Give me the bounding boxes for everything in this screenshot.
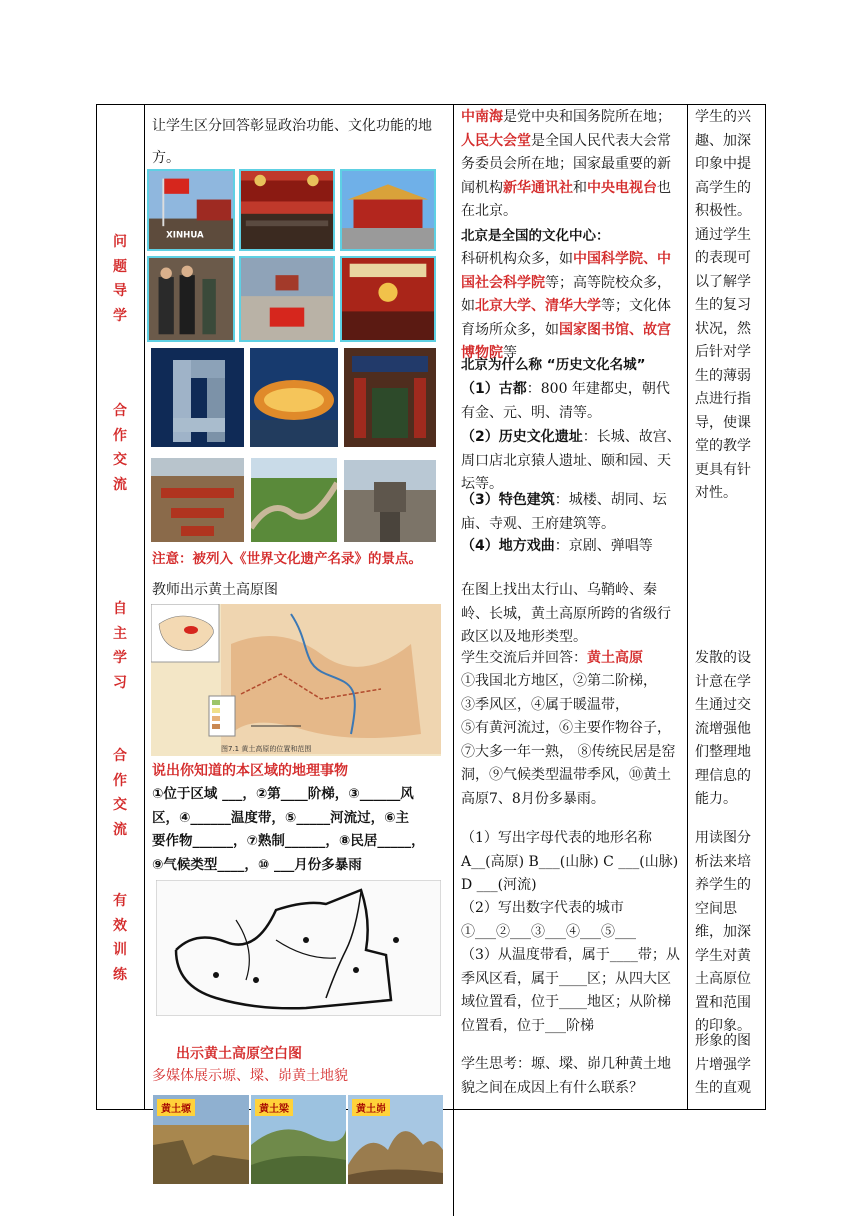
- photo-loess-liang: [251, 1095, 346, 1184]
- photo-tiananmen-square-aerial: [239, 256, 335, 342]
- side-label-problem-guide: 问 题 导 学: [113, 234, 127, 324]
- blank-line: 区，④______温度带，⑤_____河流过，⑥主: [152, 809, 410, 826]
- highlight-text: 中央电视台: [587, 179, 657, 196]
- history-item: （4）地方戏曲：京剧、弹唱等: [461, 538, 653, 554]
- thinking-question: 学生思考：塬、墚、峁几种黄土地貌之间在成因上有什么联系？: [461, 1056, 671, 1096]
- landform-tag: 黄土梁: [255, 1099, 293, 1116]
- highlight-text: 中南海: [461, 109, 503, 125]
- blank-map-caption: 出示黄土高原空白图: [176, 1046, 302, 1062]
- body-text: 科研机构众多，如: [461, 251, 573, 267]
- photo-cctv-tower: [151, 348, 244, 447]
- media-caption: 多媒体展示塬、墚、峁黄土地貌: [152, 1068, 348, 1084]
- highlight-text: 新华通讯社: [503, 179, 573, 196]
- photo-peking-man-site: [344, 460, 436, 542]
- table-border-top: [96, 104, 766, 105]
- history-item: （2）历史文化遗址：长城、故宫、周口店北京猿人遗址、颐和园、天坛等。: [461, 429, 681, 492]
- history-item: （1）古都：800 年建都史，朝代有金、元、明、清等。: [461, 381, 670, 421]
- body-text: 和: [573, 179, 587, 196]
- body-text: 是全国人民代表大会常务委员会所在地；国家最重要的新闻机构: [461, 132, 671, 196]
- exercise-1: （1）写出字母代表的地形名称A__(高原) B___(山脉) C ___(山脉) D ___(河流): [461, 830, 679, 893]
- intro-text: 让学生区分回答彰显政治功能、文化功能的地方。: [152, 118, 432, 166]
- find-task-text: 在图上找出太行山、乌鞘岭、秦岭、长城，黄土高原所跨的省级行政区以及地形类型。: [461, 582, 671, 645]
- body-text: 是党中央和国务院所在地；: [503, 109, 671, 125]
- loess-blank-map: [156, 880, 441, 1016]
- highlight-text: 北京大学、清华大学: [475, 298, 601, 314]
- exercise-2: （2）写出数字代表的城市①___②___③___④___⑤___: [461, 900, 636, 940]
- body-text: 等；高等院校众多，如: [461, 274, 671, 314]
- photo-honor-guard: [147, 256, 235, 342]
- heritage-note: 注意：被列入《世界文化遗产名录》的景点。: [152, 551, 422, 567]
- history-item: （3）特色建筑：城楼、胡同、坛庙、寺观、王府建筑等。: [461, 492, 667, 532]
- photo-forbidden-city: [151, 458, 244, 542]
- table-divider-1: [144, 104, 145, 1110]
- geography-blanks: [152, 783, 452, 877]
- answer-lines: ①我国北方地区，②第二阶梯， ③季风区，④属于暖温带， ⑤有黄河流过，⑥主要作物谷子， ⑦大多一年一熟， ⑧传统民居是窑洞，⑨气候类型温带季风，⑩黄土高原7、8月份多暴雨。: [461, 673, 676, 807]
- landform-tag: 黄土峁: [352, 1099, 390, 1116]
- answer-lead: 学生交流后并回答：黄土高原: [461, 650, 643, 666]
- highlight-text: 中国科学院、中国社会科学院: [461, 251, 671, 291]
- photo-birds-nest: [250, 348, 338, 447]
- politics-paragraph: [461, 106, 683, 224]
- side-label-cooperation-1: 合 作 交 流: [113, 403, 127, 493]
- photo-great-wall: [251, 458, 337, 542]
- svg-text:XINHUA: XINHUA: [166, 230, 204, 241]
- design-intent-1: 学生的兴趣、加深印象中提高学生的积极性。通过学生的表现可以了解学生的复习状况，然后针对学生的薄弱点进行指导，使课堂的教学更具有针对性。: [695, 109, 751, 501]
- side-label-training: 有 效 训 练: [113, 893, 127, 983]
- photo-loess-yuan: [153, 1095, 249, 1184]
- photo-great-hall-interior: [239, 169, 335, 251]
- table-divider-3: [687, 104, 688, 1110]
- exercise-3: （3）从温度带看，属于____带；从季风区看，属于____区；从四大区域位置看，位于____地区；从阶梯位置看，位于___阶梯: [461, 947, 680, 1034]
- map-caption: 图7.1 黄土高原的位置和范围: [221, 745, 312, 753]
- culture-paragraph: [461, 248, 683, 366]
- landform-tag: 黄土塬: [157, 1099, 195, 1116]
- body-text: 等: [503, 345, 517, 361]
- photo-loess-mao: [348, 1095, 443, 1184]
- table-divider-2: [453, 104, 454, 1216]
- culture-center-title: 北京是全国的文化中心：: [461, 228, 610, 244]
- blank-line: ⑨气候类型____，⑩ ___月份多暴雨: [152, 856, 362, 873]
- design-intent-4: 形象的图片增强学生的直观: [695, 1033, 751, 1096]
- photo-congress-session: [340, 256, 436, 342]
- side-label-self-study: 自 主 学 习: [113, 601, 127, 691]
- photo-tiananmen-flag: [147, 169, 235, 251]
- photo-peking-university-gate: [344, 348, 436, 447]
- highlight-text: 人民大会堂: [461, 132, 531, 149]
- highlight-text: 国家图书馆、故宫博物院: [461, 321, 671, 361]
- geography-heading: 说出你知道的本区域的地理事物: [152, 763, 348, 779]
- design-intent-2: 发散的设计意在学生通过交流增强他们整理地理信息的能力。: [695, 650, 751, 807]
- body-text: 也在北京。: [461, 179, 671, 219]
- side-label-cooperation-2: 合 作 交 流: [113, 748, 127, 838]
- design-intent-3: 用读图分析法来培养学生的空间思维，加深学生对黄土高原位置和范围的印象。: [695, 830, 751, 1034]
- table-border-right: [765, 104, 766, 1110]
- history-title: 北京为什么称 “历史文化名城”: [461, 357, 646, 373]
- body-text: 等；文化体育场所众多，如: [461, 298, 671, 338]
- loess-plateau-map: [151, 604, 441, 756]
- blank-line: ①位于区域 ___，②第____阶梯，③______风: [152, 786, 414, 802]
- photo-xinhua-gate: [340, 169, 436, 251]
- blank-line: 要作物______，⑦熟制______，⑧民居_____，: [152, 833, 425, 849]
- show-map-text: 教师出示黄土高原图: [152, 582, 278, 598]
